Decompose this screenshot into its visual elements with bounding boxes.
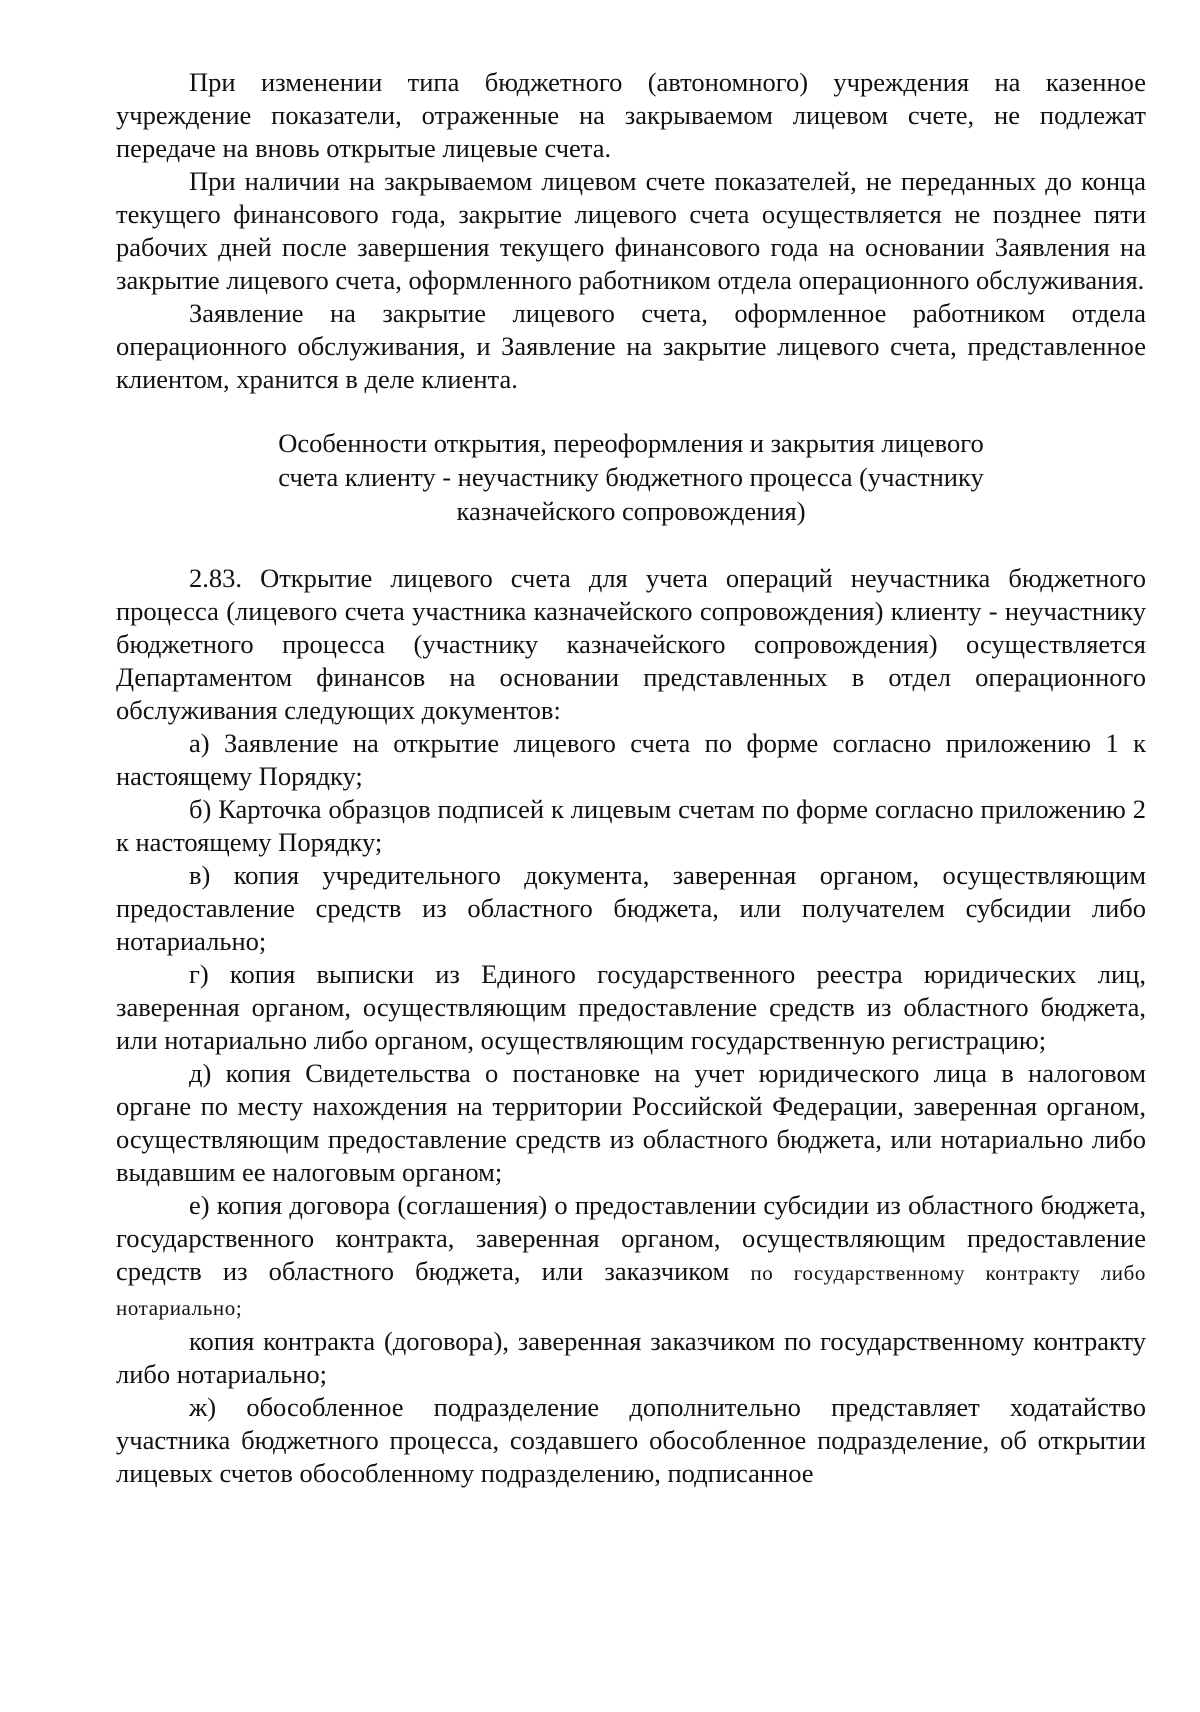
list-item-e: [116, 1189, 1146, 1325]
section-heading-line: счета клиенту - неучастнику бюджетного процесса (участнику: [278, 462, 984, 492]
list-item-d: д) копия Свидетельства о постановке на учет юридического лица в налоговом органе по месту нахождения на территории Российской Федерации, заверенная органом, осуществляющим предоставление средств из областного бюджета, или нотариально либо выдавшим ее налоговым органом;: [116, 1058, 1146, 1187]
clause-2-83: 2.83. Открытие лицевого счета для учета операций неучастника бюджетного процесса (лицевого счета участника казначейского сопровождения) клиенту - неучастнику бюджетного процесса (участнику казначейского сопровождения) осуществляется Департаментом финансов на основании представленных в отдел операционного обслуживания следующих документов:: [116, 563, 1146, 725]
paragraph-untransferred-indicators: При наличии на закрываемом лицевом счете показателей, не переданных до конца текущего финансового года, закрытие лицевого счета осуществляется не позднее пяти рабочих дней после завершения текущего финансового года на основании Заявления на закрытие лицевого счета, оформленного работником отдела операционного обслуживания.: [116, 166, 1146, 295]
list-item-b: б) Карточка образцов подписей к лицевым счетам по форме согласно приложению 2 к настоящему Порядку;: [116, 794, 1146, 857]
list-item-a: а) Заявление на открытие лицевого счета по форме согласно приложению 1 к настоящему Порядку;: [116, 728, 1146, 791]
paragraph-type-change: При изменении типа бюджетного (автономного) учреждения на казенное учреждение показатели, отраженные на закрываемом лицевом счете, не подлежат передаче на вновь открытые лицевые счета.: [116, 67, 1146, 163]
section-heading-line: казначейского сопровождения): [456, 496, 806, 526]
list-item-zh: ж) обособленное подразделение дополнительно представляет ходатайство участника бюджетного процесса, создавшего обособленное подразделение, об открытии лицевых счетов обособленному подразделению, подписанное: [116, 1392, 1146, 1488]
list-item-contract-copy: копия контракта (договора), заверенная заказчиком по государственному контракту либо нотариально;: [116, 1326, 1146, 1389]
section-heading: [236, 426, 1026, 528]
list-item-g: г) копия выписки из Единого государственного реестра юридических лиц, заверенная органом, осуществляющим предоставление средств из областного бюджета, или нотариально либо органом, осуществляющим государственную регистрацию;: [116, 959, 1146, 1055]
list-item-v: в) копия учредительного документа, заверенная органом, осуществляющим предоставление средств из областного бюджета, или получателем субсидии либо нотариально;: [116, 860, 1146, 956]
list-item-e-text: е) копия договора (соглашения) о предоставлении субсидии из областного бюджета, государственного контракта, заверенная органом, осуществляющим предоставление средств из областного бюджета, или заказчиком: [116, 1190, 1146, 1286]
document-page: [116, 66, 1146, 1490]
section-heading-line: Особенности открытия, переоформления и закрытия лицевого: [278, 428, 984, 458]
paragraph-closure-application-storage: Заявление на закрытие лицевого счета, оформленное работником отдела операционного обслуживания, и Заявление на закрытие лицевого счета, представленное клиентом, хранится в деле клиента.: [116, 298, 1146, 394]
list-item-e-tail: по государственному контракту либо нотариально;: [116, 1261, 1146, 1320]
